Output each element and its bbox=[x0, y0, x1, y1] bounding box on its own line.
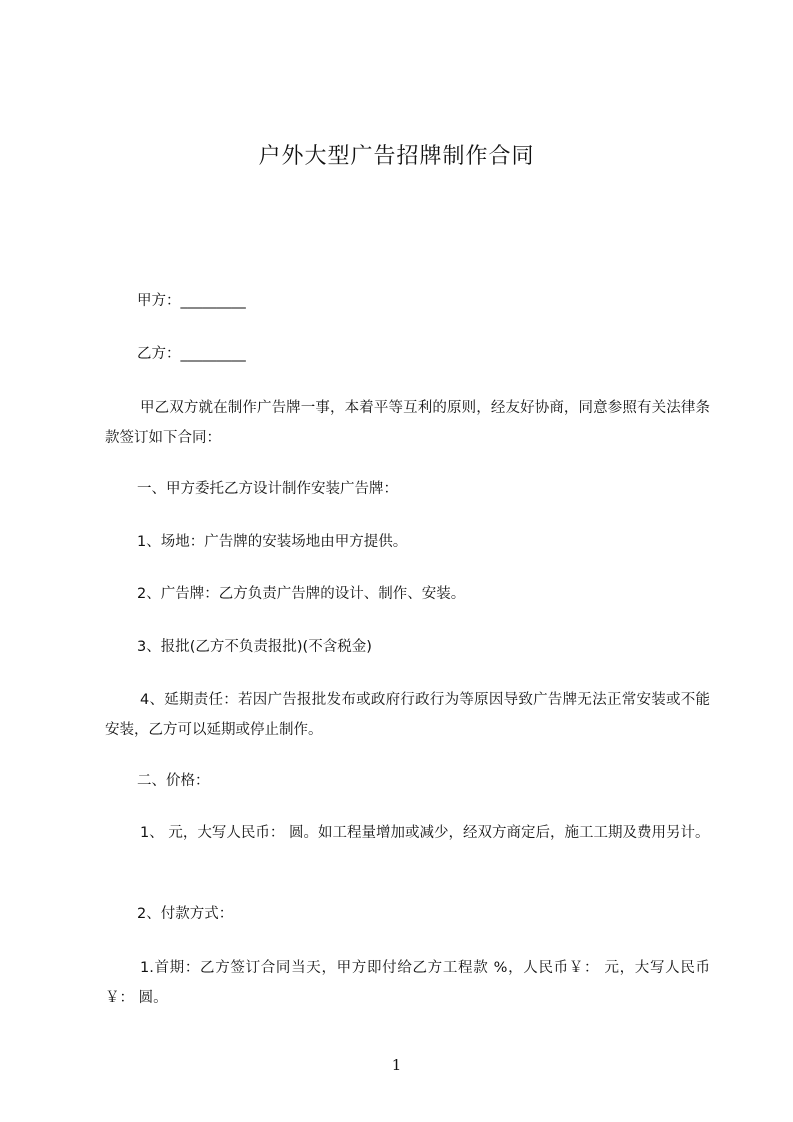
price-clause-2-payment: 2、付款方式： bbox=[137, 906, 234, 922]
clause-3-approval: 3、报批(乙方不负责报批)(不含税金) bbox=[137, 639, 372, 655]
clause-1-site: 1、场地：广告牌的安装场地由甲方提供。 bbox=[137, 534, 408, 550]
document-title: 户外大型广告招牌制作合同 bbox=[258, 144, 535, 169]
page-number: 1 bbox=[391, 1056, 402, 1074]
section-1-heading: 一、甲方委托乙方设计制作安装广告牌： bbox=[137, 481, 398, 497]
section-2-heading: 二、价格： bbox=[137, 773, 210, 789]
payment-clause-1: 1.首期：乙方签订合同当天，甲方即付给乙方工程款 %，人民币￥： 元，大写人民币￥： 圆。 bbox=[105, 960, 710, 1006]
clause-2-billboard: 2、广告牌：乙方负责广告牌的设计、制作、安装。 bbox=[137, 586, 466, 602]
intro-paragraph: 甲乙双方就在制作广告牌一事，本着平等互利的原则，经友好协商，同意参照有关法律条款签订如下合同： bbox=[105, 400, 710, 446]
clause-4-delay: 4、延期责任：若因广告报批发布或政府行政行为等原因导致广告牌无法正常安装或不能安装，乙方可以延期或停止制作。 bbox=[105, 692, 710, 738]
price-clause-1: 1、 元，大写人民币： 圆。如工程量增加或减少，经双方商定后，施工工期及费用另计。 bbox=[140, 825, 710, 841]
party-b-line: 乙方：_________ bbox=[137, 346, 246, 362]
party-a-line: 甲方：_________ bbox=[137, 293, 246, 309]
